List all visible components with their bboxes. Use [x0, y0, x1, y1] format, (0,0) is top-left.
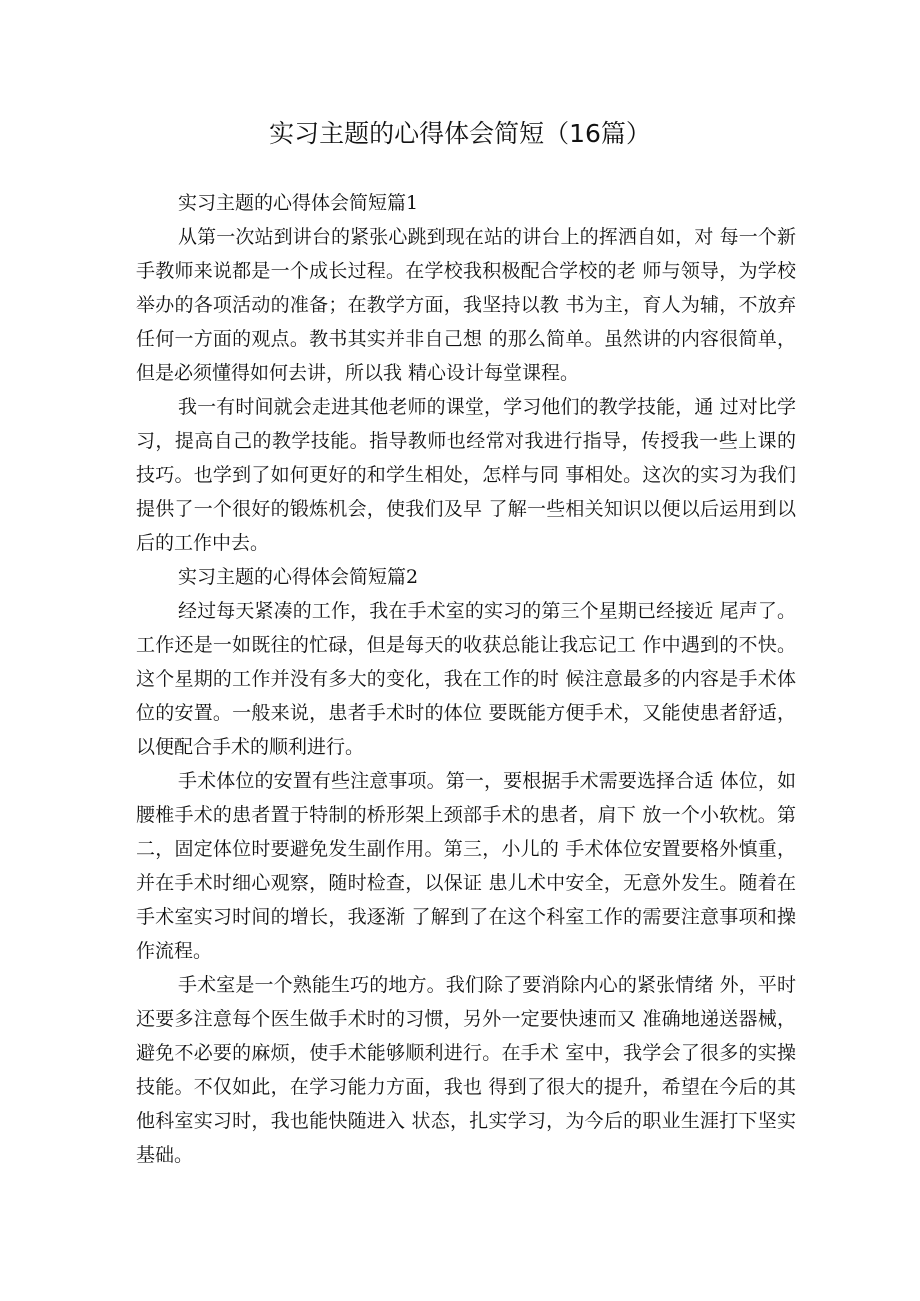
section-2-paragraph-3: 手术室是一个熟能生巧的地方。我们除了要消除内心的紧张情绪 外，平时还要多注意每个医生做手术时的习惯，另外一定要快速而又 准确地递送器械，避免不必要的麻烦，使手术能够顺利进行。在手术 室中，我学会了很多的实操技能。不仅如此，在学习能力方面，我也 得到了很大的提升，希望在今后的其他科室实习时，我也能快随进入 状态，扎实学习，为今后的职业生涯打下坚实基础。	[136, 974, 796, 1166]
section-1	[136, 186, 796, 560]
section-2-heading: 实习主题的心得体会简短篇2	[178, 566, 419, 588]
document-title: 实习主题的心得体会简短（16篇）	[269, 119, 651, 148]
section-2	[136, 560, 796, 1172]
section-2-paragraph-2: 手术体位的安置有些注意事项。第一，要根据手术需要选择合适 体位，如腰椎手术的患者置于特制的桥形架上颈部手术的患者，肩下 放一个小软枕。第二，固定体位时要避免发生副作用。第三，小儿的 手术体位安置要格外慎重，并在手术时细心观察，随时检查，以保证 患儿术中安全，无意外发生。随着在手术室实习时间的增长，我逐渐 了解到了在这个科室工作的需要注意事项和操作流程。	[136, 770, 796, 962]
document-body	[136, 186, 796, 1172]
section-2-paragraph-1: 经过每天紧凑的工作，我在手术室的实习的第三个星期已经接近 尾声了。工作还是一如既往的忙碌，但是每天的收获总能让我忘记工 作中遇到的不快。这个星期的工作并没有多大的变化，我在工作的时 候注意最多的内容是手术体位的安置。一般来说，患者手术时的体位 要既能方便手术，又能使患者舒适，以便配合手术的顺利进行。	[136, 600, 796, 758]
section-1-paragraph-1: 从第一次站到讲台的紧张心跳到现在站的讲台上的挥洒自如，对 每一个新手教师来说都是一个成长过程。在学校我积极配合学校的老 师与领导，为学校举办的各项活动的准备；在教学方面，我坚持以教 书为主，育人为辅，不放弃任何一方面的观点。教书其实并非自己想 的那么简单。虽然讲的内容很简单，但是必须懂得如何去讲，所以我 精心设计每堂课程。	[136, 226, 796, 384]
section-1-paragraph-2: 我一有时间就会走进其他老师的课堂，学习他们的教学技能，通 过对比学习，提高自己的教学技能。指导教师也经常对我进行指导，传授我一些上课的技巧。也学到了如何更好的和学生相处，怎样与同 事相处。这次的实习为我们提供了一个很好的锻炼机会，使我们及早 了解一些相关知识以便以后运用到以后的工作中去。	[136, 396, 796, 554]
section-1-heading: 实习主题的心得体会简短篇1	[178, 192, 419, 214]
